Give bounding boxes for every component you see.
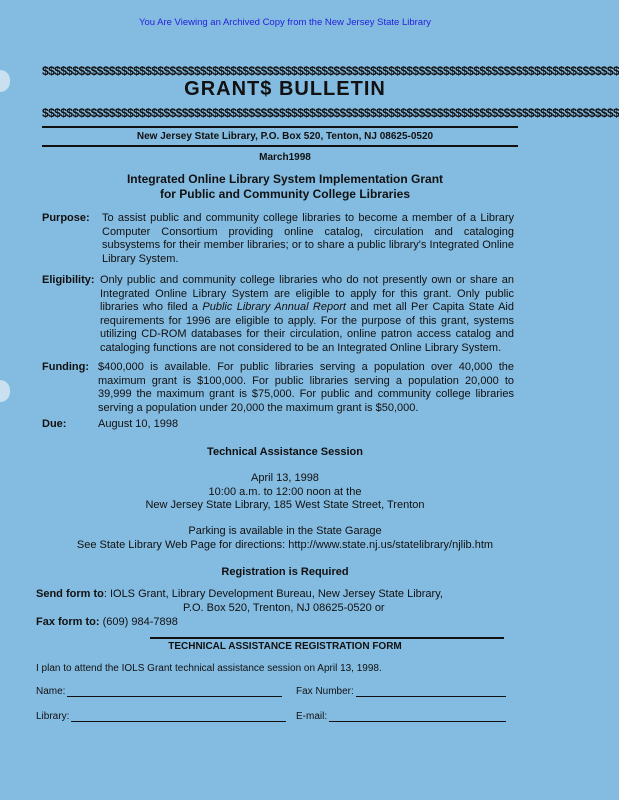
send-form-address-line2: P.O. Box 520, Trenton, NJ 08625-0520 or xyxy=(183,602,385,614)
due-label: Due: xyxy=(42,418,67,430)
due-date: August 10, 1998 xyxy=(98,418,179,430)
bulletin-date: March1998 xyxy=(259,152,311,163)
fax-form-number: (609) 984-7898 xyxy=(102,616,178,628)
session-time: 10:00 a.m. to 12:00 noon at the xyxy=(208,485,362,498)
grant-title-line2: for Public and Community College Libraries xyxy=(159,187,411,201)
bulletin-title: GRANT$ BULLETIN xyxy=(184,78,386,100)
send-form-label: Send form to xyxy=(36,588,104,600)
annual-report-title: Public Library Annual Report xyxy=(202,301,346,313)
library-label: Library: xyxy=(36,711,70,722)
fax-number-label: Fax Number: xyxy=(296,686,354,697)
archive-notice: You Are Viewing an Archived Copy from the New Jersey State Library xyxy=(138,17,431,28)
session-info xyxy=(0,472,570,513)
grant-title xyxy=(0,172,570,202)
fax-number-input-line[interactable] xyxy=(356,686,506,697)
form-rule xyxy=(150,637,504,639)
purpose-text: To assist public and community college libraries to become a member of a Library Computer Consortium providing online catalog, circulation and cataloging subsystems for their member libraries; or to share a public library's Integrated Online Library System. xyxy=(102,212,514,265)
dollar-border-bottom: $$$$$$$$$$$$$$$$$$$$$$$$$$$$$$$$$$$$$$$$$$$$$$$$$$$$$$$$$$$$$$$$$$$$$$$$$$$$$$$$$$$$$$$$$$$$$$$ xyxy=(42,106,619,120)
name-label: Name: xyxy=(36,686,66,697)
email-label: E-mail: xyxy=(296,711,328,722)
registration-intro: I plan to attend the IOLS Grant technical assistance session on April 13, 1998. xyxy=(36,663,382,674)
session-location: New Jersey State Library, 185 West State Street, Trenton xyxy=(145,499,425,511)
header-rule-bottom xyxy=(42,145,518,147)
session-date: April 13, 1998 xyxy=(251,472,319,484)
email-field[interactable] xyxy=(296,711,506,722)
funding-text: $400,000 is available. For public libraries serving a population over 40,000 the maximum grant is $100,000. For public libraries serving a population 20,000 to 39,999 the maximum grant is $75,000. For public and community college libraries serving a population under 20,000 the maximum grant is $50,000. xyxy=(98,361,514,414)
grant-title-line1: Integrated Online Library System Implementation Grant xyxy=(126,172,444,186)
parking-text: Parking is available in the State Garage xyxy=(188,525,382,537)
eligibility-text-part1: Only public and community college libraries who do not presently own or share an Integrated Online Library System are eligible to apply for this grant. Only public libraries who filed a xyxy=(100,274,514,313)
send-form-address: : IOLS Grant, Library Development Bureau, New Jersey State Library, xyxy=(103,588,443,600)
library-input-line[interactable] xyxy=(71,711,286,722)
email-input-line[interactable] xyxy=(329,711,506,722)
library-address: New Jersey State Library, P.O. Box 520, Tenton, NJ 08625-0520 xyxy=(136,131,434,142)
fax-form-label: Fax form to: xyxy=(36,616,100,628)
header-rule-top xyxy=(42,126,518,128)
eligibility-text xyxy=(100,274,514,355)
registration-heading: Registration is Required xyxy=(221,566,349,578)
session-heading: Technical Assistance Session xyxy=(207,446,363,458)
name-field[interactable] xyxy=(36,686,282,697)
purpose-label: Purpose: xyxy=(42,212,90,224)
parking-info xyxy=(0,525,570,552)
library-field[interactable] xyxy=(36,711,286,722)
eligibility-label: Eligibility: xyxy=(42,274,95,286)
binder-hole-bottom xyxy=(0,380,10,402)
send-form-line xyxy=(36,587,516,601)
eligibility-text-part2: and met all Per Capita State Aid requirements for 1996 are eligible to apply. For the purpose of this grant, systems utilizing CD-ROM databases for their circulation, online patron access catalog and cataloging functions are not considered to be an Integrated Online Library System. xyxy=(100,301,514,354)
directions-text: See State Library Web Page for directions: http://www.state.nj.us/statelibrary/njlib.htm xyxy=(76,538,494,551)
fax-form-line xyxy=(36,615,436,629)
dollar-border-top: $$$$$$$$$$$$$$$$$$$$$$$$$$$$$$$$$$$$$$$$$$$$$$$$$$$$$$$$$$$$$$$$$$$$$$$$$$$$$$$$$$$$$$$$$$$$$$$ xyxy=(42,64,619,78)
registration-form-title: TECHNICAL ASSISTANCE REGISTRATION FORM xyxy=(168,641,402,652)
name-input-line[interactable] xyxy=(67,686,282,697)
funding-label: Funding: xyxy=(42,361,90,373)
fax-number-field[interactable] xyxy=(296,686,506,697)
